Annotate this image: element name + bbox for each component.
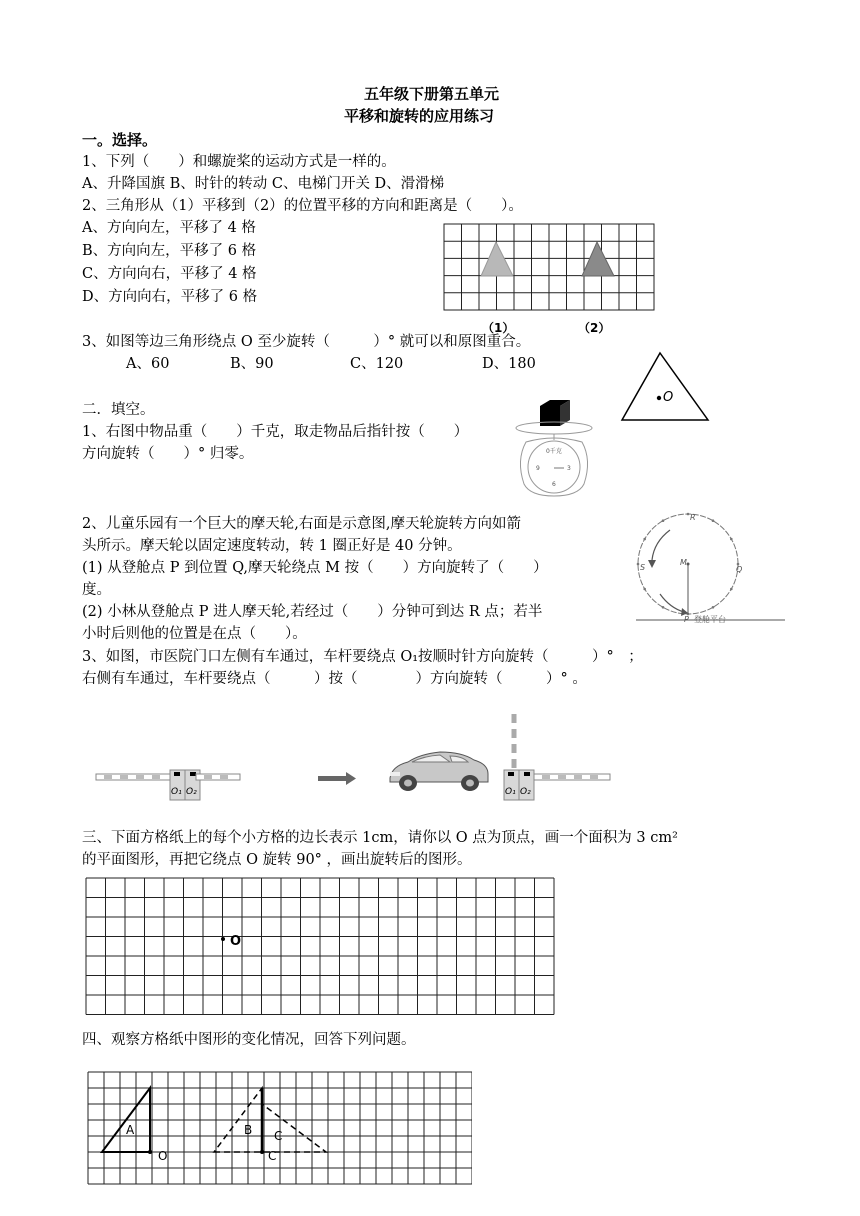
section3-line2: 的平面图形，再把它绕点 O 旋转 90° ，画出旋转后的图形。 xyxy=(82,852,472,868)
left-pivot-o1: O₁ xyxy=(171,787,182,797)
right-barrier-arm xyxy=(534,774,610,780)
scale-label-zero: 0千克 xyxy=(546,448,562,455)
q1-options: A、升降国旗 B、时针的转动 C、电梯门开关 D、滑滑梯 xyxy=(82,176,445,192)
translation-grid-figure xyxy=(440,222,660,340)
wheel-label-r: R xyxy=(690,513,696,522)
wheel-label-m: M xyxy=(680,558,687,567)
grid xyxy=(444,224,654,310)
fill-q1-line1: 1、右图中物品重（ ）千克，取走物品后指针按（ ） xyxy=(82,424,469,440)
label-o: O xyxy=(158,1149,168,1163)
figure-label-1: （1） xyxy=(482,321,515,335)
fill-q2-line6: 小时后则他的位置是在点（ ）。 xyxy=(82,626,307,642)
point-o-dot xyxy=(221,937,225,941)
page-subtitle: 平移和旋转的应用练习 xyxy=(344,107,495,125)
triangle-2 xyxy=(582,242,614,276)
q3-option-b: B、90 xyxy=(230,356,274,372)
label-b: B xyxy=(244,1123,253,1137)
label-a: A xyxy=(126,1123,135,1137)
section2-heading: 二．填空。 xyxy=(82,402,155,418)
q3-option-c: C、120 xyxy=(350,356,404,372)
left-pivot-o2: O₂ xyxy=(186,787,197,797)
fill-q2-line1: 2、儿童乐园有一个巨大的摩天轮,右面是示意图,摩天轮旋转方向如箭 xyxy=(82,516,521,532)
q2-stem: 2、三角形从（1）平移到（2）的位置平移的方向和距离是（ ）。 xyxy=(82,198,523,214)
section4-heading: 四、观察方格纸中图形的变化情况，回答下列问题。 xyxy=(82,1032,416,1048)
center-point xyxy=(657,396,661,400)
car-icon xyxy=(390,752,488,791)
right-pivot-o2: O₂ xyxy=(520,787,531,797)
fill-q1-line2: 方向旋转（ ）° 归零。 xyxy=(82,446,254,462)
point-o-label: O xyxy=(230,934,242,949)
right-pivot-o1: O₁ xyxy=(505,787,516,797)
page-title: 五年级下册第五单元 xyxy=(364,85,500,103)
equilateral-triangle-figure xyxy=(618,350,712,424)
scale-label-six: 6 xyxy=(552,481,556,488)
q1-stem: 1、下列（ ）和螺旋桨的运动方式是一样的。 xyxy=(82,154,396,170)
label-c-upper: C xyxy=(274,1129,283,1143)
figure-label-2: （2） xyxy=(578,321,611,335)
ferris-wheel-figure xyxy=(630,508,790,632)
q3-option-a: A、60 xyxy=(126,356,170,372)
section1-heading: 一。选择。 xyxy=(82,131,158,149)
fill-q2-line5: (2) 小林从登舱点 P 进人摩天轮,若经过（ ）分钟可到达 R 点；若半 xyxy=(82,604,543,620)
drawing-grid[interactable] xyxy=(84,876,560,1020)
center-label: O xyxy=(663,390,674,405)
barrier-gate-figure xyxy=(90,708,620,804)
fill-q3-line1: 3、如图，市医院门口左侧有车通过，车杆要绕点 O₁按顺时针方向旋转（ ）° ； xyxy=(82,649,643,665)
right-arrow-icon xyxy=(318,772,356,785)
scale-label-nine: 9 xyxy=(536,465,540,472)
fill-q3-line2: 右侧有车通过，车杆要绕点（ ）按（ ）方向旋转（ ）° 。 xyxy=(82,671,587,687)
q2-option-c: C、方向向右，平移了 4 格 xyxy=(82,266,257,282)
fill-q2-line3: (1) 从登舱点 P 到位置 Q,摩天轮绕点 M 按（ ）方向旋转了（ ） xyxy=(82,560,548,576)
wheel-label-q: Q xyxy=(736,565,743,574)
q2-option-a: A、方向向左，平移了 4 格 xyxy=(82,220,256,236)
bottom-arrow xyxy=(660,594,684,612)
rotation-arrow xyxy=(652,530,670,560)
observation-grid-figure xyxy=(86,1068,472,1188)
q2-option-b: B、方向向左，平移了 6 格 xyxy=(82,243,257,259)
fill-q2-line2: 头所示。摩天轮以固定速度转动，转 1 圈正好是 40 分钟。 xyxy=(82,538,462,554)
wheel-label-p: P xyxy=(684,615,689,624)
q2-option-d: D、方向向右，平移了 6 格 xyxy=(82,289,258,305)
section3-line1: 三、下面方格纸上的每个小方格的边长表示 1cm，请你以 O 点为顶点，画一个面积为 3 cm² xyxy=(82,830,678,846)
platform-label: 登舱平台 xyxy=(694,615,726,624)
arrow-head-icon xyxy=(648,560,656,568)
q3-stem: 3、如图等边三角形绕点 O 至少旋转（ ）° 就可以和原图重合。 xyxy=(82,334,531,350)
scale-label-three: 3 xyxy=(567,465,571,472)
fill-q2-line4: 度。 xyxy=(82,582,111,598)
wheel-label-s: S xyxy=(640,563,646,572)
scale-figure xyxy=(506,398,602,500)
label-c-lower: C xyxy=(268,1149,277,1163)
triangle-1 xyxy=(481,242,513,276)
triangle-c xyxy=(262,1104,326,1152)
q3-option-d: D、180 xyxy=(482,356,536,372)
